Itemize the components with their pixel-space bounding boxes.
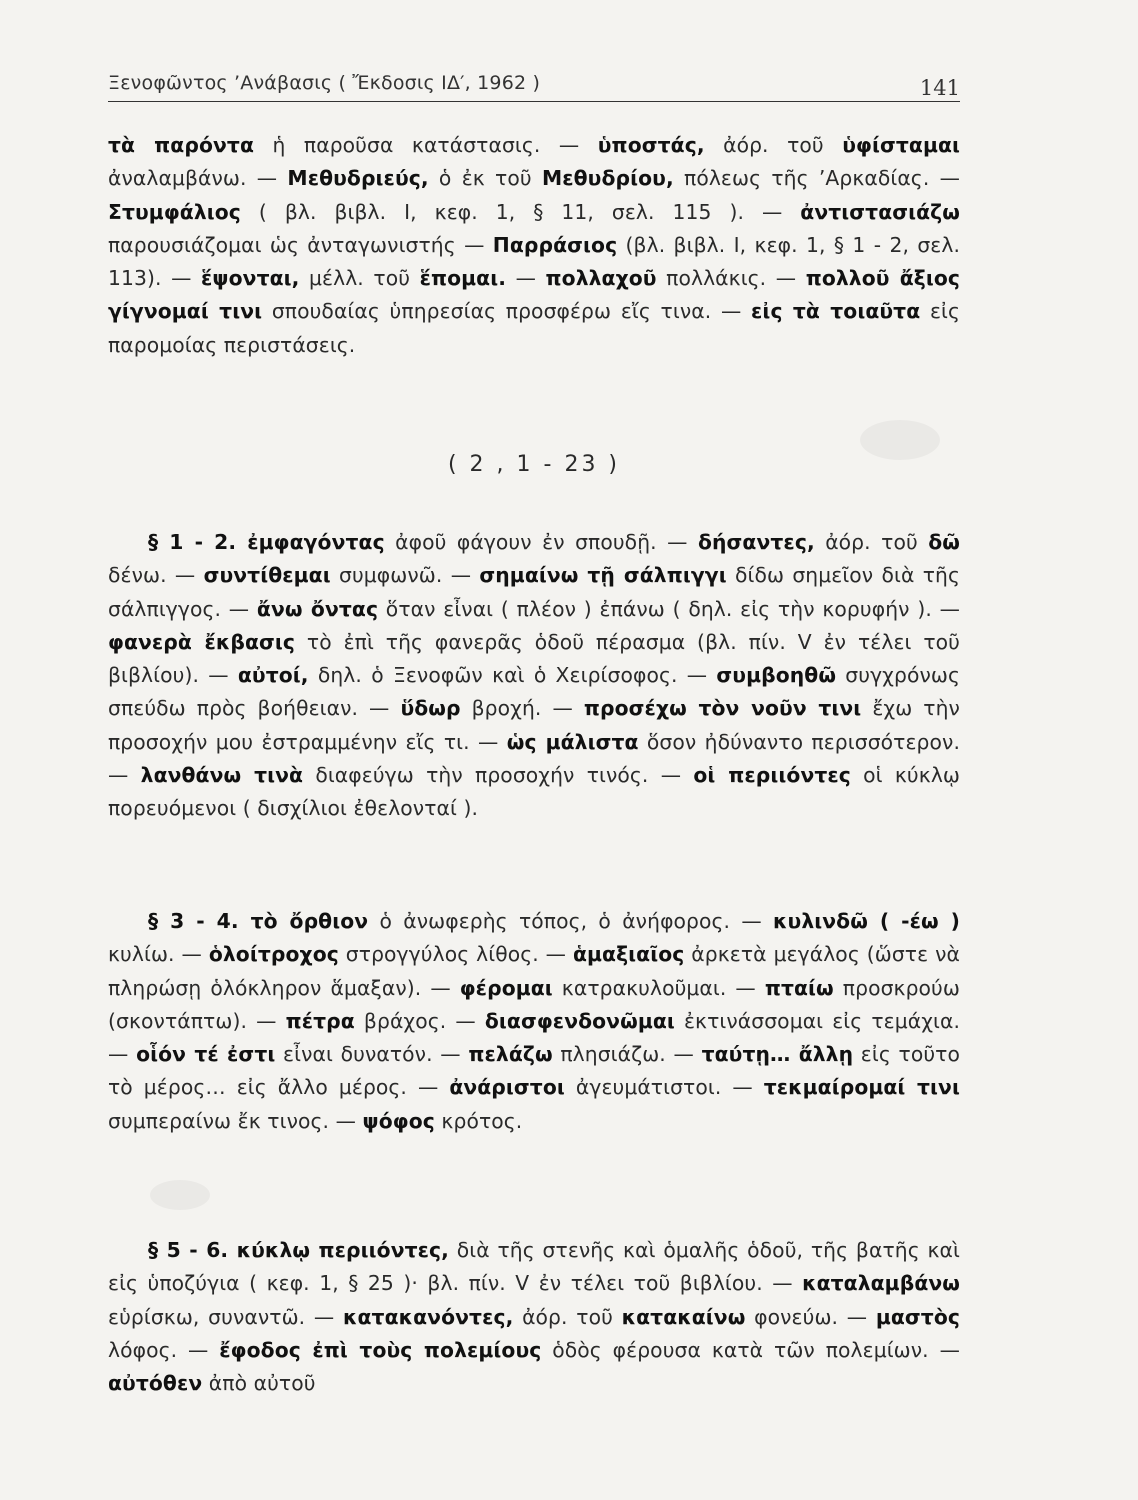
- gloss: ἀφοῦ φάγουν ἐν σπουδῇ. —: [384, 530, 698, 554]
- gloss: εἰς παρομοίας περιστάσεις.: [108, 299, 960, 357]
- lemma: Στυμφάλιος: [108, 199, 241, 224]
- lemma: ἔφοδος ἐπὶ τοὺς πολεμίους: [219, 1337, 542, 1362]
- gloss: κυλίω. —: [108, 942, 209, 967]
- lemma: συντίθεμαι: [203, 563, 331, 588]
- lemma: συμβοηθῶ: [716, 663, 837, 688]
- gloss: εὑρίσκω, συναντῶ. —: [108, 1304, 343, 1329]
- gloss: κατρακυλοῦμαι. —: [552, 975, 765, 1000]
- lemma: ἕψονται,: [201, 266, 300, 291]
- lemma: Μεθυδρίου,: [541, 166, 674, 191]
- gloss: ἀόρ. τοῦ: [704, 133, 843, 157]
- lemma: οἷόν τέ ἐστι: [136, 1042, 276, 1067]
- gloss: σπουδαίας ὑπηρεσίας προσφέρω εἴς τινα. —: [262, 299, 752, 324]
- lemma: δῶ: [928, 530, 960, 554]
- gloss: ἀναλαμβάνω. —: [108, 166, 288, 191]
- lemma: προσέχω τὸν νοῦν τινι: [583, 696, 862, 721]
- gloss: ( βλ. βιβλ. Ι, κεφ. 1, § 11, σελ. 115 ). —: [240, 199, 801, 224]
- gloss: —: [506, 266, 546, 291]
- gloss: ὁδὸς φέρουσα κατὰ τῶν πολεμίων. —: [541, 1337, 960, 1362]
- gloss: μέλλ. τοῦ: [299, 266, 420, 291]
- lemma: ἐμφαγόντας: [247, 530, 385, 554]
- gloss: διὰ τῆς στενῆς καὶ ὁμαλῆς ὁδοῦ, τῆς βατῆς καὶ εἰς ὑποζύγια ( κεφ. 1, § 25 )· βλ. πίν. V ἐν τέλει τοῦ βιβλίου. —: [108, 1238, 960, 1296]
- section-marker: § 3 - 4.: [148, 909, 251, 933]
- gloss: προσκρούω (σκοντάπτω). —: [108, 975, 960, 1033]
- lemma: αὐτόθεν: [108, 1371, 203, 1396]
- lemma: Παρράσιος: [492, 232, 618, 257]
- gloss: πόλεως τῆς ’Αρκαδίας. —: [673, 166, 960, 191]
- gloss: διαφεύγω τὴν προσοχήν τινός. —: [303, 763, 694, 788]
- lemma: ἀντιστασιάζω: [800, 199, 960, 224]
- section-marker: § 5 - 6.: [148, 1238, 237, 1262]
- section-heading: ( 2 , 1 - 23 ): [447, 452, 621, 477]
- lemma: καταλαμβάνω: [802, 1271, 960, 1296]
- lemma: μαστὸς: [875, 1304, 960, 1329]
- gloss: (βλ. βιβλ. Ι, κεφ. 1, § 1 - 2, σελ. 113). —: [108, 232, 960, 291]
- gloss: δίδω σημεῖον διὰ τῆς σάλπιγγος. —: [108, 563, 960, 621]
- gloss: ὁ ἐκ τοῦ: [428, 166, 542, 191]
- gloss: συγχρόνως σπεύδω πρὸς βοήθειαν. —: [108, 663, 960, 721]
- gloss: ἀόρ. τοῦ: [814, 530, 929, 554]
- lemma: σημαίνω τῇ σάλπιγγι: [479, 563, 727, 588]
- lemma: διασφενδονῶμαι: [484, 1008, 675, 1033]
- lemma: τεκμαίρομαί τινι: [763, 1075, 960, 1100]
- gloss: δένω. —: [108, 563, 204, 588]
- lemma: εἰς τὰ τοιαῦτα: [751, 299, 921, 324]
- gloss: συμφωνῶ. —: [330, 563, 480, 588]
- glossary-paragraph-1: [108, 129, 960, 362]
- gloss: τὸ ἐπὶ τῆς φανερᾶς ὁδοῦ πέρασμα (βλ. πίν. V ἐν τέλει τοῦ βιβλίου). —: [108, 629, 960, 688]
- page-number: 141: [919, 76, 960, 100]
- gloss: ἀόρ. τοῦ: [513, 1304, 622, 1329]
- gloss: ὅσον ἠδύναντο περισσότερον. —: [108, 729, 960, 788]
- gloss: βράχος. —: [354, 1008, 485, 1033]
- gloss: λόφος. —: [108, 1337, 220, 1362]
- gloss: παρουσιάζομαι ὡς ἀνταγωνιστής —: [108, 232, 493, 257]
- gloss: ἀγευμάτιστοι. —: [564, 1075, 764, 1100]
- gloss: ὁ ἀνωφερὴς τόπος, ὁ ἀνήφορος. —: [368, 909, 774, 933]
- lemma: αὐτοί,: [237, 663, 309, 688]
- gloss: πλησιάζω. —: [552, 1042, 702, 1067]
- lemma: πελάζω: [468, 1042, 553, 1067]
- gloss: ἔχω τὴν προσοχήν μου ἐστραμμένην εἴς τι. —: [108, 696, 960, 754]
- lemma: ὑποστάς,: [597, 133, 705, 157]
- lemma: ὕδωρ: [400, 696, 461, 721]
- gloss: βροχή. —: [460, 696, 584, 721]
- gloss: οἱ κύκλῳ πορευόμενοι ( δισχίλιοι ἐθελονταί ).: [108, 763, 961, 821]
- glossary-paragraph-3: [108, 905, 960, 1138]
- lemma: πολλαχοῦ: [545, 266, 657, 291]
- lemma: ὡς μάλιστα: [506, 729, 639, 754]
- gloss: συμπεραίνω ἔκ τινος. —: [108, 1108, 363, 1133]
- section-marker: § 1 - 2.: [148, 530, 248, 554]
- lemma: κατακανόντες,: [343, 1304, 514, 1329]
- lemma: ἁμαξιαῖος: [573, 942, 685, 967]
- lemma: ὑφίσταμαι: [842, 133, 961, 157]
- gloss: δηλ. ὁ Ξενοφῶν καὶ ὁ Χειρίσοφος. —: [308, 663, 717, 688]
- lemma: τὸ ὄρθιον: [250, 909, 369, 933]
- lemma: φέρομαι: [459, 975, 553, 1000]
- lemma: κυλινδῶ ( -έω ): [773, 909, 960, 933]
- gloss: φονεύω. —: [745, 1304, 876, 1329]
- lemma: λανθάνω τινὰ: [140, 763, 304, 788]
- glossary-paragraph-4: [108, 1234, 960, 1400]
- lemma: τὰ παρόντα: [108, 133, 254, 157]
- gloss: πολλάκις. —: [656, 266, 806, 291]
- gloss: κρότος.: [434, 1108, 523, 1133]
- lemma: ταύτῃ… ἄλλῃ: [701, 1042, 854, 1067]
- gloss: εἶναι δυνατόν. —: [275, 1042, 469, 1067]
- gloss: ἐκτινάσσομαι εἰς τεμάχια. —: [108, 1008, 960, 1067]
- lemma: ἀνάριστοι: [449, 1075, 565, 1100]
- lemma: ψόφος: [362, 1108, 435, 1133]
- gloss: ἀρκετὰ μεγάλος (ὥστε νὰ πληρώσῃ ὁλόκληρον ἅμαξαν). —: [108, 942, 960, 1000]
- gloss: ὅταν εἶναι ( πλέον ) ἐπάνω ( δηλ. εἰς τὴν κορυφήν ). —: [378, 596, 960, 621]
- lemma: οἱ περιιόντες: [693, 763, 851, 788]
- lemma: ὁλοίτροχος: [208, 942, 339, 967]
- lemma: πέτρα: [285, 1008, 355, 1033]
- running-title: Ξενοφῶντος ’Ανάβασις ( Ἔκδοσις ΙΔ′, 1962 ): [108, 72, 541, 94]
- lemma: πταίω: [764, 975, 834, 1000]
- gloss: ἡ παροῦσα κατάστασις. —: [254, 133, 598, 157]
- gloss: εἰς τοῦτο τὸ μέρος… εἰς ἄλλο μέρος. —: [108, 1042, 960, 1100]
- header-rule: [108, 101, 960, 102]
- gloss: ἀπὸ αὐτοῦ: [202, 1371, 316, 1396]
- gloss: στρογγύλος λίθος. —: [338, 942, 573, 967]
- lemma: κατακαίνω: [621, 1304, 746, 1329]
- lemma: πολλοῦ ἄξιος γίγνομαί τινι: [108, 266, 960, 324]
- lemma: ἄνω ὄντας: [256, 596, 379, 621]
- running-header: [108, 66, 960, 100]
- lemma: κύκλῳ περιιόντες,: [236, 1238, 449, 1262]
- lemma: φανερὰ ἔκβασις: [108, 629, 296, 654]
- paper-blemish: [150, 1180, 210, 1210]
- glossary-paragraph-2: [108, 526, 960, 826]
- lemma: ἕπομαι.: [419, 266, 507, 291]
- lemma: δήσαντες,: [697, 530, 815, 554]
- lemma: Μεθυδριεύς,: [287, 166, 429, 191]
